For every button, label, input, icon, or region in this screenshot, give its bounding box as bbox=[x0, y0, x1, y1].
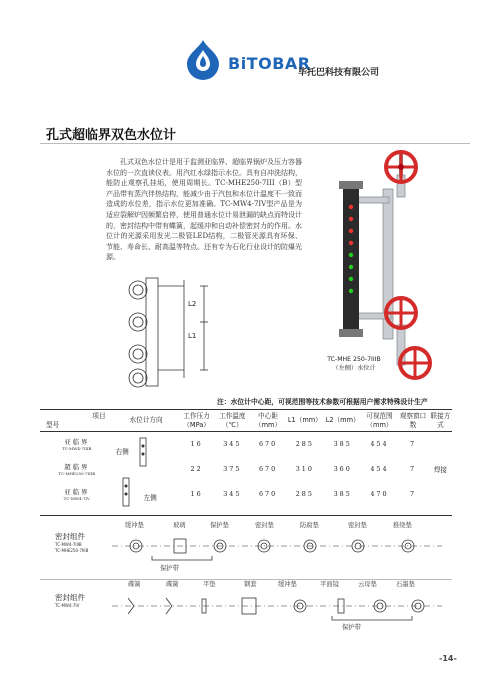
header-temperature: 工作温度（℃） bbox=[214, 410, 250, 432]
seal2-code: TC-MW4-7IV bbox=[55, 603, 80, 608]
header-model bbox=[40, 410, 114, 432]
seal2-label: 密封组件 bbox=[55, 593, 85, 602]
window-cell: 7 bbox=[410, 490, 417, 498]
pressure-cell: 16 bbox=[190, 440, 203, 449]
brand-name-cn: 毕托巴科技有限公司 bbox=[298, 68, 380, 78]
upper-valve-handwheel bbox=[386, 151, 416, 182]
design-note: 注：水位计中心距，可视范围等技术参数可根据用户需求特殊设计生产 bbox=[217, 398, 428, 406]
right-gauge-icon bbox=[136, 436, 150, 468]
center-cell: 670 bbox=[258, 440, 278, 449]
table-row bbox=[40, 432, 452, 457]
seal2-part: 平垫 bbox=[203, 581, 216, 588]
header-item-label: 项目 bbox=[92, 412, 106, 420]
logo-drops-icon bbox=[187, 40, 219, 80]
temperature-cell: 345 bbox=[223, 440, 242, 449]
model-cell: 亚临界 TC-MW4-7IV bbox=[63, 488, 90, 501]
brand-name-en: BiTOBAR bbox=[228, 54, 311, 73]
seal1-part: 保护垫 bbox=[210, 522, 229, 529]
l1-cell: 285 bbox=[295, 490, 314, 498]
temperature-cell: 375 bbox=[223, 465, 242, 473]
direction-cell bbox=[114, 432, 179, 507]
connection-cell: 焊接 bbox=[433, 466, 447, 475]
header-type-label: 型号 bbox=[46, 420, 60, 429]
seal1-part: 玻璃 bbox=[173, 522, 186, 529]
pressure-cell: 22 bbox=[190, 465, 203, 473]
temperature-cell: 345 bbox=[223, 490, 242, 498]
caption-side: （左侧）水位计 bbox=[332, 365, 376, 372]
l1-cell: 285 bbox=[295, 440, 314, 449]
direction-right-label: 右侧 bbox=[115, 448, 129, 456]
window-cell: 7 bbox=[410, 440, 417, 449]
pressure-cell: 16 bbox=[190, 490, 203, 498]
seal2-part: 碟簧 bbox=[128, 581, 141, 588]
center-cell: 670 bbox=[258, 465, 278, 473]
l2-cell: 385 bbox=[333, 440, 352, 449]
seal1-part: 推绕垫 bbox=[393, 522, 412, 529]
page-title: 孔式超临界双色水位计 bbox=[46, 128, 177, 143]
caption-model: TC-MHE 250-7IIIB bbox=[327, 356, 381, 363]
seal2-parts-drawing bbox=[112, 590, 442, 630]
seal1-codes bbox=[55, 542, 88, 554]
seal1-part: 防腐垫 bbox=[300, 522, 319, 529]
visible-cell: 470 bbox=[370, 490, 389, 498]
seal1-part: 密封垫 bbox=[348, 522, 367, 529]
seal2-bottom-label: 保护带 bbox=[342, 624, 361, 631]
table-row bbox=[40, 457, 452, 482]
page-number: -14- bbox=[439, 654, 457, 663]
seal1-code2: TC-MHE250-7IIIB bbox=[55, 548, 89, 553]
seal1-bottom-label: 保护带 bbox=[160, 565, 179, 572]
seal1-label: 密封组件 bbox=[55, 532, 85, 541]
header-visible-range: 可视范围（mm） bbox=[362, 410, 398, 432]
seal2-part: 平面镜 bbox=[320, 581, 339, 588]
product-description bbox=[106, 157, 302, 263]
seal1-code1: TC-MW4-7IIIB bbox=[55, 542, 82, 547]
header-l1: L1（mm） bbox=[286, 410, 324, 432]
seal1-part: 缓冲垫 bbox=[125, 522, 144, 529]
model-cell: 亚临界 TC-MW4-7IIIB bbox=[62, 438, 92, 452]
window-cell: 7 bbox=[410, 465, 417, 473]
l2-cell: 360 bbox=[333, 465, 352, 473]
gauge-dimension-drawing bbox=[108, 270, 218, 392]
seal1-part: 密封垫 bbox=[255, 522, 274, 529]
header-pressure: 工作压力（MPa） bbox=[179, 410, 215, 432]
dimension-L2: L2 bbox=[188, 300, 197, 308]
header-l2: L2（mm） bbox=[324, 410, 362, 432]
seal2-part: 碟簧 bbox=[166, 581, 179, 588]
seal2-part: 石墨垫 bbox=[396, 581, 415, 588]
spec-table-header bbox=[40, 410, 452, 432]
header-window-count: 观察窗口数 bbox=[397, 410, 429, 432]
visible-cell: 454 bbox=[370, 440, 389, 449]
spec-table bbox=[40, 409, 452, 507]
center-cell: 670 bbox=[258, 490, 278, 498]
header-direction: 水位计方向 bbox=[114, 410, 179, 432]
seal2-part: 缓冲垫 bbox=[278, 581, 297, 588]
visible-cell: 454 bbox=[370, 465, 389, 473]
description-text: 孔式双色水位计是用于监测亚临界、超临界锅炉及压力容器水位的一次直读仪表。用汽红水绿指示水位。具有自冲洗结构，能防止观察孔挂垢，使用周期长。TC-MHE250-7III（B）型产品带有蒸汽伴热结构，能减少由于汽包和水位计温度不一致而造成的水位差，指示水位更加准确。TC-MW4-7IV型产品是为适应裂解炉因频繁启停，使用普通水位计易泄漏的缺点而特设计的，密封结构中带有蝶簧，起缓冲和自动补偿密封力的作用。水位计的光源采用发光二极管LED结构，二极管光源具有环保、节能、寿命长、耐高温等特点。还有专为石化行业设计的防爆光源。 bbox=[106, 158, 302, 262]
seal2-part: 云母垫 bbox=[358, 581, 377, 588]
dimension-L1: L1 bbox=[188, 332, 197, 340]
header-center-distance: 中心距（mm） bbox=[250, 410, 286, 432]
l1-cell: 310 bbox=[295, 465, 314, 473]
level-gauge-photo bbox=[295, 145, 445, 390]
title-divider bbox=[40, 143, 470, 144]
direction-left-label: 左侧 bbox=[143, 494, 157, 502]
table-bottom-rule bbox=[40, 515, 452, 516]
model-cell: 超临界 TC-MHE250-7IIIB bbox=[58, 463, 96, 476]
left-gauge-icon bbox=[119, 476, 133, 508]
seal2-part: 钢套 bbox=[244, 581, 257, 588]
photo-caption bbox=[304, 355, 404, 373]
header-connection: 联接方式 bbox=[429, 410, 452, 432]
table-row bbox=[40, 482, 452, 507]
l2-cell: 385 bbox=[333, 490, 352, 498]
